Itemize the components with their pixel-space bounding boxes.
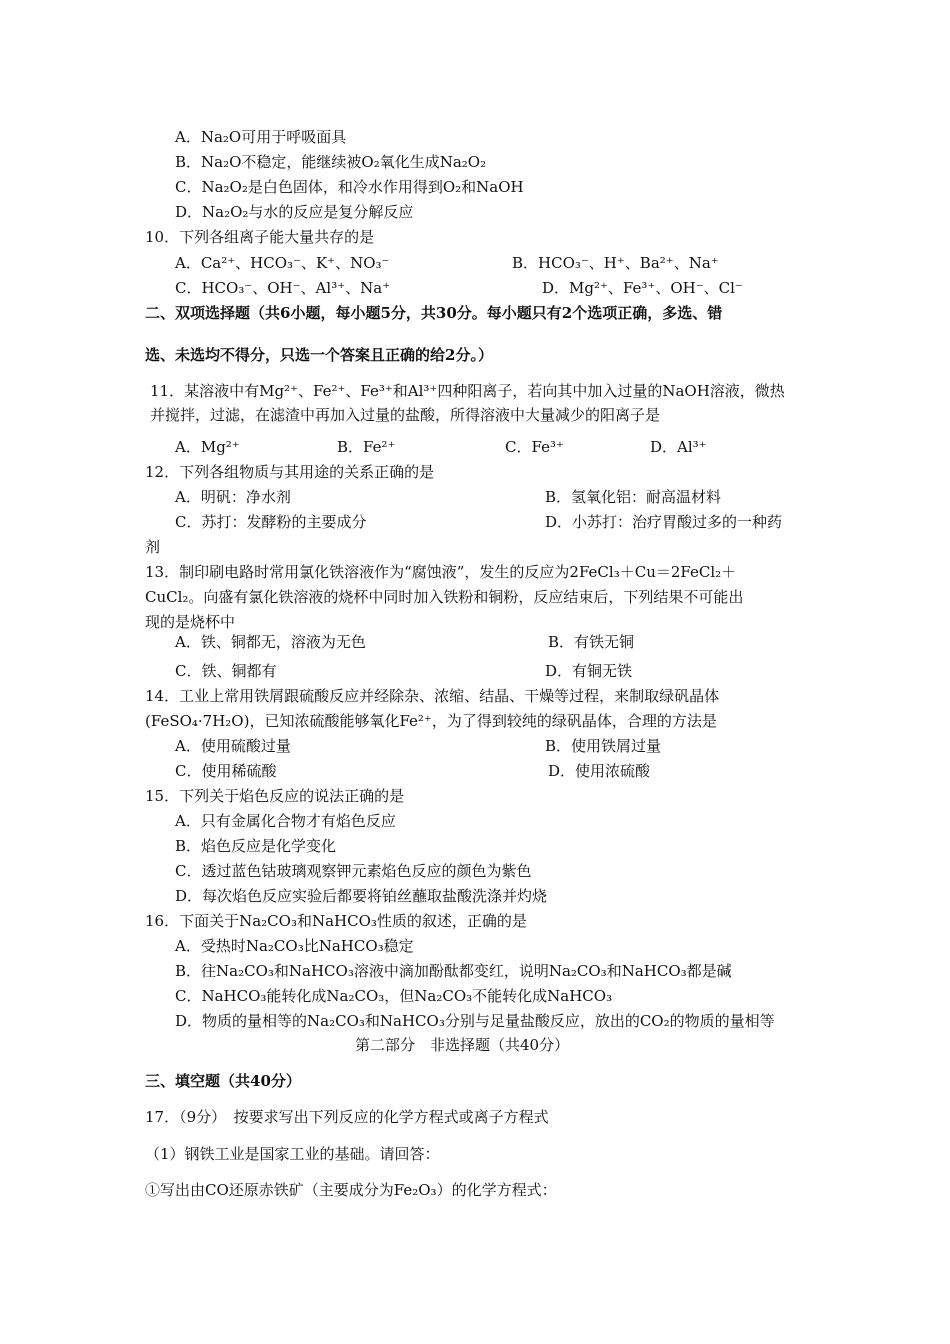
q14-option-b: B．使用铁屑过量	[545, 737, 662, 755]
q10-option-c: C．HCO₃⁻、OH⁻、Al³⁺、Na⁺	[175, 279, 391, 297]
q12-option-c: C．苏打：发酵粉的主要成分	[175, 513, 367, 531]
q16-stem: 16．下面关于Na₂CO₃和NaHCO₃性质的叙述，正确的是	[145, 912, 527, 930]
q13-option-d: D．有铜无铁	[545, 662, 633, 680]
part2-heading: 第二部分 非选择题（共40分）	[355, 1036, 570, 1054]
q17-sub1-item1: ①写出由CO还原赤铁矿（主要成分为Fe₂O₃）的化学方程式：	[145, 1181, 557, 1199]
q9-option-b: B．Na₂O不稳定，能继续被O₂氧化生成Na₂O₂	[175, 153, 487, 171]
q15-option-d: D．每次焰色反应实验后都要将铂丝蘸取盐酸洗涤并灼烧	[175, 887, 548, 905]
section2-heading-line1: 二、双项选择题（共6小题，每小题5分，共30分。每小题只有2个选项正确，多选、错	[145, 304, 723, 322]
q17-stem: 17．（9分） 按要求写出下列反应的化学方程式或离子方程式	[145, 1108, 549, 1126]
q14-option-c: C．使用稀硫酸	[175, 762, 277, 780]
section3-heading: 三、填空题（共40分）	[145, 1072, 301, 1090]
q12-option-b: B．氢氧化铝：耐高温材料	[545, 488, 722, 506]
q14-stem-line2: (FeSO₄·7H₂O)，已知浓硫酸能够氧化Fe²⁺，为了得到较纯的绿矾晶体，合理的方法是	[145, 712, 717, 730]
section2-heading-line2: 选、未选均不得分，只选一个答案且正确的给2分。）	[145, 346, 493, 364]
q12-option-d: D．小苏打：治疗胃酸过多的一种药	[545, 513, 783, 531]
q10-option-b: B．HCO₃⁻、H⁺、Ba²⁺、Na⁺	[512, 254, 719, 272]
q10-stem: 10．下列各组离子能大量共存的是	[145, 228, 375, 246]
q13-option-c: C．铁、铜都有	[175, 662, 277, 680]
q14-option-a: A．使用硫酸过量	[175, 737, 291, 755]
q11-option-a: A．Mg²⁺	[175, 438, 240, 456]
q12-option-a: A．明矾：净水剂	[175, 488, 291, 506]
q16-option-d: D．物质的量相等的Na₂CO₃和NaHCO₃分别与足量盐酸反应，放出的CO₂的物质的量相等	[175, 1012, 775, 1030]
q13-option-a: A．铁、铜都无，溶液为无色	[175, 633, 366, 651]
q12-stem: 12．下列各组物质与其用途的关系正确的是	[145, 463, 435, 481]
q11-option-b: B．Fe²⁺	[337, 438, 396, 456]
q9-option-a: A．Na₂O可用于呼吸面具	[175, 128, 347, 146]
q13-option-b: B．有铁无铜	[548, 633, 635, 651]
q11-stem-line1: 11．某溶液中有Mg²⁺、Fe²⁺、Fe³⁺和Al³⁺四种阳离子，若向其中加入过量的NaOH溶液，微热	[150, 382, 785, 400]
q15-option-c: C．透过蓝色钴玻璃观察钾元素焰色反应的颜色为紫色	[175, 862, 532, 880]
q16-option-a: A．受热时Na₂CO₃比NaHCO₃稳定	[175, 937, 414, 955]
q14-stem-line1: 14．工业上常用铁屑跟硫酸反应并经除杂、浓缩、结晶、干燥等过程，来制取绿矾晶体	[145, 687, 720, 705]
q15-option-b: B．焰色反应是化学变化	[175, 837, 337, 855]
q11-stem-line2: 并搅拌，过滤，在滤渣中再加入过量的盐酸，所得溶液中大量减少的阳离子是	[150, 406, 661, 424]
q16-option-b: B．往Na₂CO₃和NaHCO₃溶液中滴加酚酞都变红，说明Na₂CO₃和NaHCO₃都是碱	[175, 962, 732, 980]
q9-option-d: D．Na₂O₂与水的反应是复分解反应	[175, 203, 414, 221]
q15-option-a: A．只有金属化合物才有焰色反应	[175, 812, 396, 830]
q11-option-c: C．Fe³⁺	[505, 438, 564, 456]
q11-option-d: D．Al³⁺	[650, 438, 707, 456]
q16-option-c: C．NaHCO₃能转化成Na₂CO₃，但Na₂CO₃不能转化成NaHCO₃	[175, 987, 613, 1005]
q14-option-d: D．使用浓硫酸	[548, 762, 651, 780]
q10-option-d: D．Mg²⁺、Fe³⁺、OH⁻、Cl⁻	[542, 279, 743, 297]
q13-stem-line1: 13．制印刷电路时常用氯化铁溶液作为“腐蚀液”，发生的反应为2FeCl₃＋Cu＝2FeCl₂＋	[145, 563, 737, 581]
q13-stem-line2: CuCl₂。向盛有氯化铁溶液的烧杯中同时加入铁粉和铜粉，反应结束后，下列结果不可能出	[145, 588, 744, 606]
q15-stem: 15．下列关于焰色反应的说法正确的是	[145, 787, 405, 805]
q12-option-d-continued: 剂	[145, 538, 161, 556]
q9-option-c: C．Na₂O₂是白色固体，和冷水作用得到O₂和NaOH	[175, 178, 524, 196]
q13-stem-line3: 现的是烧杯中	[145, 613, 236, 631]
q17-sub1: （1）钢铁工业是国家工业的基础。请回答：	[145, 1145, 440, 1163]
q10-option-a: A．Ca²⁺、HCO₃⁻、K⁺、NO₃⁻	[175, 254, 390, 272]
